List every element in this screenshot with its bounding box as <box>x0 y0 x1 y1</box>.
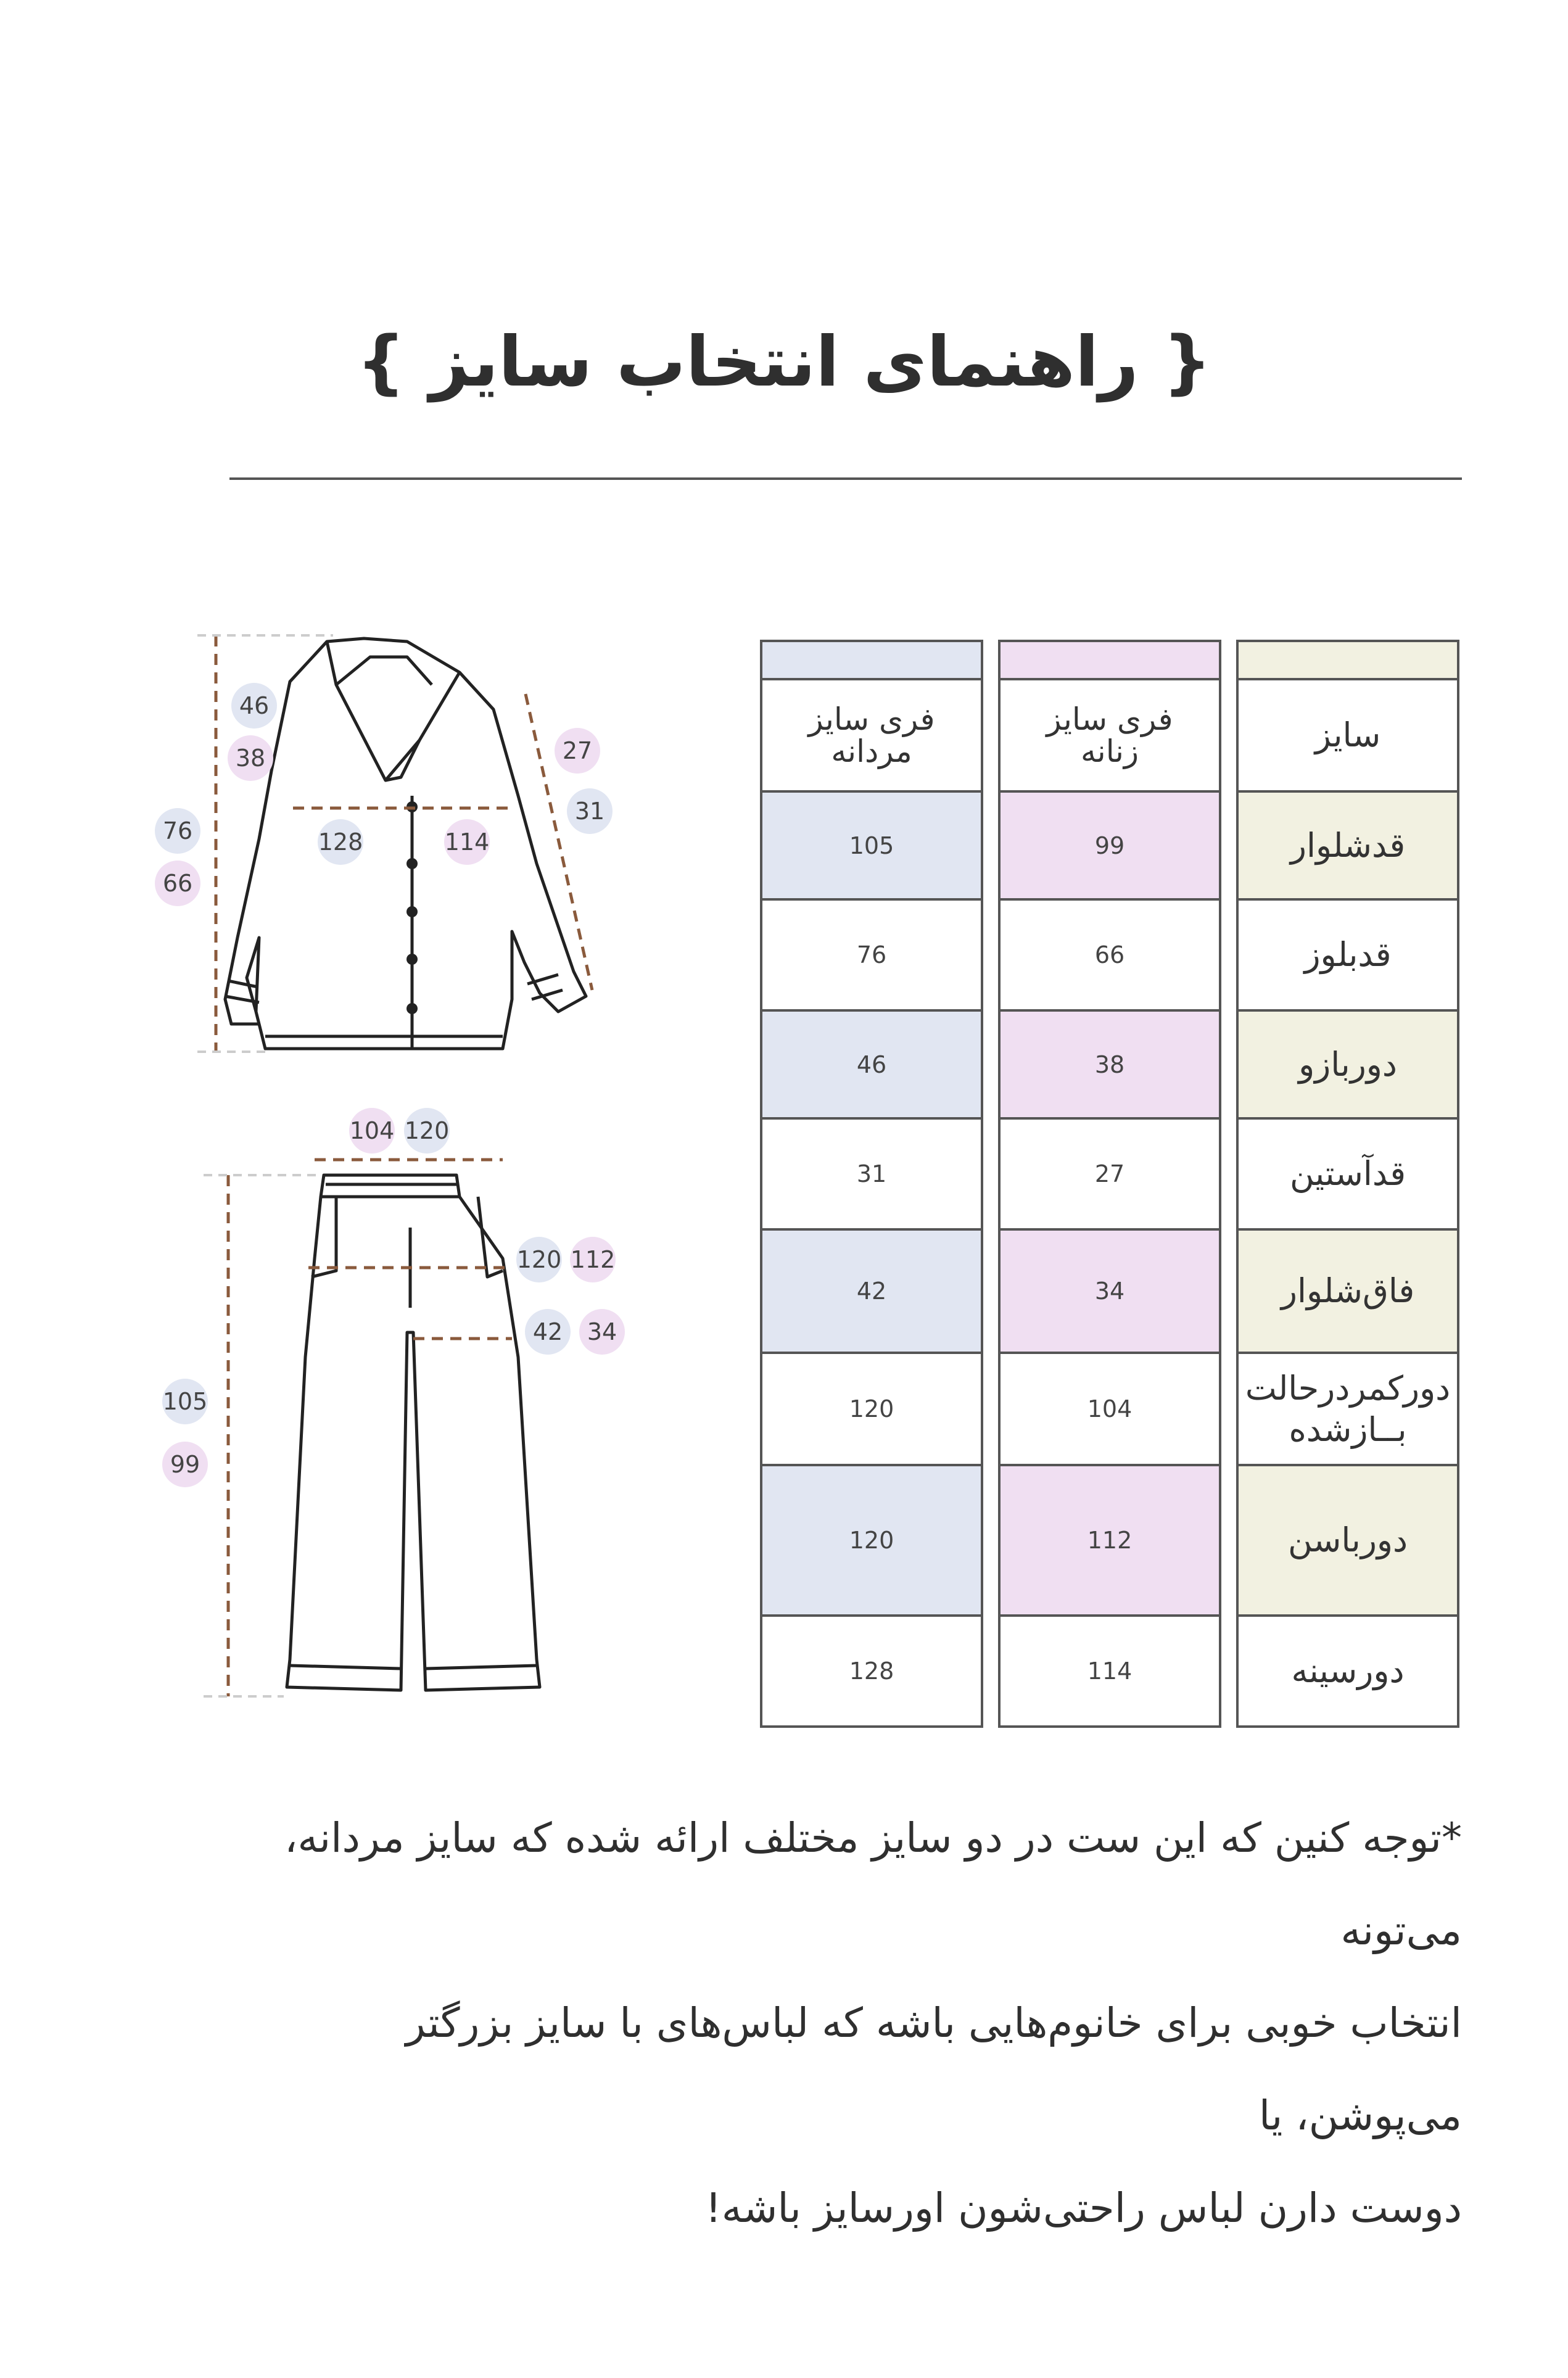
women-column-cap <box>1001 642 1219 678</box>
row-label: فاق‌شلوار <box>1239 1228 1457 1352</box>
men-header-line2: مردانه <box>831 733 912 769</box>
men-cell: 46 <box>762 1009 981 1117</box>
pants-measure-lines <box>228 1160 512 1696</box>
shirt-drawing <box>225 638 586 1049</box>
men-cell: 42 <box>762 1228 981 1352</box>
women-cell: 99 <box>1001 790 1219 898</box>
note-line-2: انتخاب خوبی برای خانوم‌هایی باشه که لباس‌های با سایز بزرگتر می‌پوشن، یا <box>405 1999 1462 2139</box>
women-cell: 38 <box>1001 1009 1219 1117</box>
women-header-line2: زنانه <box>1080 733 1139 769</box>
women-cell: 112 <box>1001 1464 1219 1614</box>
row-label: دورباسن <box>1239 1464 1457 1614</box>
row-label: قدشلوار <box>1239 790 1457 898</box>
size-note <box>229 1792 1462 2255</box>
shirt-chest-men-badge: 128 <box>318 819 363 865</box>
women-cell: 104 <box>1001 1352 1219 1464</box>
label-column-cap <box>1239 642 1457 678</box>
men-column-header <box>762 678 981 790</box>
row-label-line1: دورکمردرحالت <box>1245 1368 1451 1408</box>
shirt-sleeve-men-badge: 31 <box>567 788 613 834</box>
men-cell: 31 <box>762 1117 981 1228</box>
pants-hip-women-badge: 112 <box>570 1237 616 1282</box>
note-line-3: دوست دارن لباس راحتی‌شون اورسایز باشه! <box>705 2184 1462 2232</box>
pants-drawing <box>287 1175 540 1690</box>
men-cell: 120 <box>762 1352 981 1464</box>
pants-waist-men-badge: 120 <box>404 1108 450 1154</box>
shirt-arm-men-badge: 46 <box>231 683 277 729</box>
women-cell: 34 <box>1001 1228 1219 1352</box>
women-header-line1: فری سایز <box>1046 701 1173 737</box>
note-line-1: *توجه کنین که این ست در دو سایز مختلف ارائه شده که سایز مردانه، می‌تونه <box>284 1814 1462 1954</box>
measurement-label-column <box>1236 640 1459 1728</box>
men-cell: 105 <box>762 790 981 898</box>
size-header: سایز <box>1239 678 1457 790</box>
men-column-cap <box>762 642 981 678</box>
pants-waist-women-badge: 104 <box>349 1108 395 1154</box>
row-label-line2: بــازشده <box>1289 1410 1407 1449</box>
women-cell: 27 <box>1001 1117 1219 1228</box>
women-cell: 114 <box>1001 1614 1219 1725</box>
pants-hip-men-badge: 120 <box>516 1237 562 1282</box>
page-title: { راهنمای انتخاب سایز } <box>356 322 1212 402</box>
row-label: دوربازو <box>1239 1009 1457 1117</box>
pants-rise-men-badge: 42 <box>525 1309 571 1355</box>
shirt-chest-women-badge: 114 <box>444 819 490 865</box>
men-cell: 76 <box>762 898 981 1009</box>
men-size-column <box>760 640 983 1728</box>
women-size-column <box>998 640 1221 1728</box>
men-header-line1: فری سایز <box>808 701 935 737</box>
row-label: قدبلوز <box>1239 898 1457 1009</box>
pants-length-women-badge: 99 <box>162 1442 208 1487</box>
women-cell: 66 <box>1001 898 1219 1009</box>
shirt-arm-women-badge: 38 <box>228 735 273 781</box>
shirt-length-men-badge: 76 <box>155 808 200 854</box>
row-label: دورسینه <box>1239 1614 1457 1725</box>
row-label <box>1239 1352 1457 1464</box>
pants-rise-women-badge: 34 <box>579 1309 625 1355</box>
women-column-header <box>1001 678 1219 790</box>
shirt-sleeve-women-badge: 27 <box>555 728 600 774</box>
row-label: قدآستین <box>1239 1117 1457 1228</box>
men-cell: 128 <box>762 1614 981 1725</box>
shirt-length-women-badge: 66 <box>155 861 200 906</box>
men-cell: 120 <box>762 1464 981 1614</box>
pants-length-men-badge: 105 <box>162 1379 208 1424</box>
